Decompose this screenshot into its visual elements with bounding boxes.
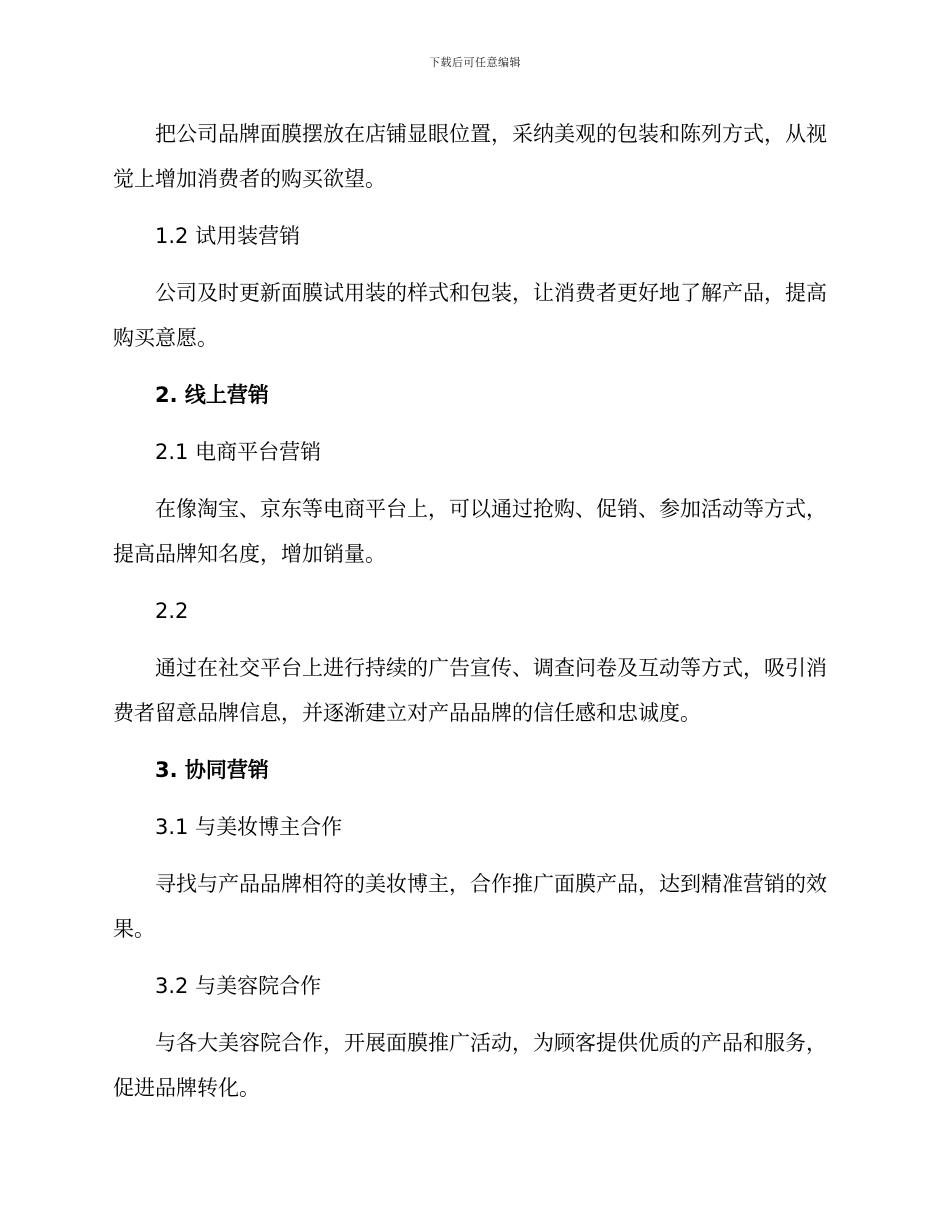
paragraph: 寻找与产品品牌相符的美妆博主，合作推广面膜产品，达到精准营销的效果。 — [113, 872, 827, 941]
document-body — [113, 112, 833, 1123]
subsection-heading: 1.2 试用装营销 — [155, 224, 301, 248]
subsection-heading: 2.2 — [155, 599, 189, 623]
section-heading: 3. 协同营销 — [155, 758, 269, 782]
subsection-heading: 3.1 与美妆博主合作 — [155, 815, 343, 839]
paragraph: 把公司品牌面膜摆放在店铺显眼位置，采纳美观的包装和陈列方式，从视觉上增加消费者的购买欲望。 — [113, 122, 827, 191]
paragraph: 通过在社交平台上进行持续的广告宣传、调查问卷及互动等方式，吸引消费者留意品牌信息，并逐渐建立对产品品牌的信任感和忠诚度。 — [113, 656, 827, 725]
subsection-heading: 2.1 电商平台营销 — [155, 440, 322, 464]
paragraph: 在像淘宝、京东等电商平台上，可以通过抢购、促销、参加活动等方式，提高品牌知名度，增加销量。 — [113, 497, 827, 566]
subsection-heading: 3.2 与美容院合作 — [155, 974, 322, 998]
section-heading: 2. 线上营销 — [155, 383, 269, 407]
paragraph: 公司及时更新面膜试用装的样式和包装，让消费者更好地了解产品，提高购买意愿。 — [113, 281, 827, 350]
paragraph: 与各大美容院合作，开展面膜推广活动，为顾客提供优质的产品和服务，促进品牌转化。 — [113, 1031, 827, 1100]
header-note: 下载后可任意编辑 — [429, 56, 521, 69]
